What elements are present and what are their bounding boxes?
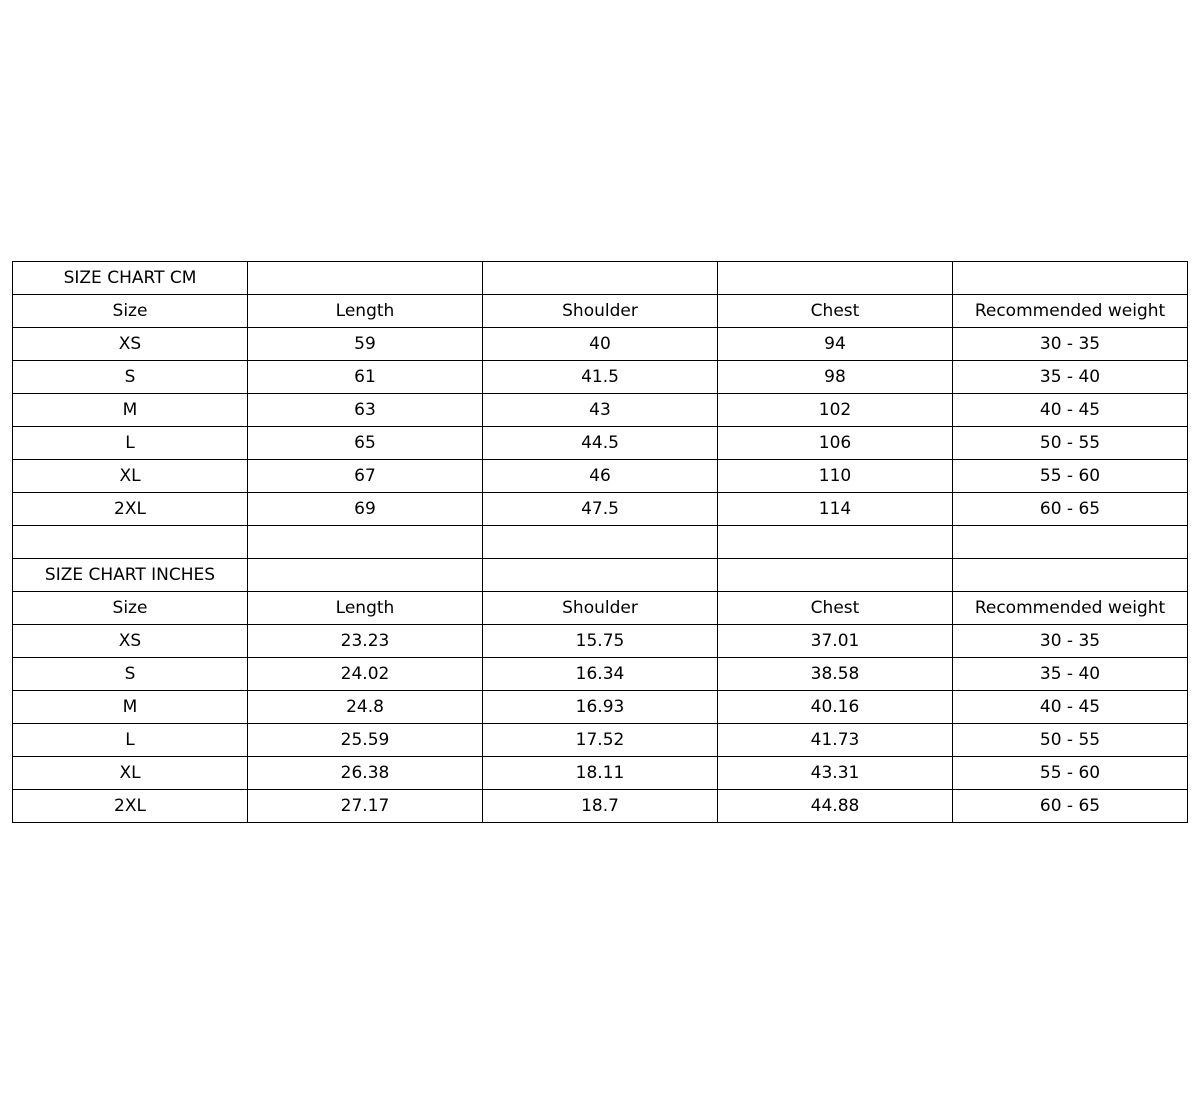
cell-size: XS bbox=[13, 328, 248, 361]
cell-chest: 110 bbox=[718, 460, 953, 493]
cell-recommended-weight: 50 - 55 bbox=[953, 427, 1188, 460]
cell-recommended-weight: 35 - 40 bbox=[953, 361, 1188, 394]
cell-size: M bbox=[13, 691, 248, 724]
cell-size: S bbox=[13, 361, 248, 394]
cell-recommended-weight: 55 - 60 bbox=[953, 757, 1188, 790]
inch-title-cell: SIZE CHART INCHES bbox=[13, 559, 248, 592]
table-row bbox=[13, 427, 1188, 460]
cell-shoulder: 18.7 bbox=[483, 790, 718, 823]
cell-size: L bbox=[13, 724, 248, 757]
empty-cell bbox=[483, 559, 718, 592]
cell-size: 2XL bbox=[13, 790, 248, 823]
cell-shoulder: 17.52 bbox=[483, 724, 718, 757]
table-row bbox=[13, 361, 1188, 394]
cell-shoulder: 43 bbox=[483, 394, 718, 427]
cell-length: 24.8 bbox=[248, 691, 483, 724]
cell-shoulder: 15.75 bbox=[483, 625, 718, 658]
cell-shoulder: 16.34 bbox=[483, 658, 718, 691]
cm-header-row bbox=[13, 295, 1188, 328]
cell-length: 65 bbox=[248, 427, 483, 460]
cell-chest: 41.73 bbox=[718, 724, 953, 757]
column-header-size: Size bbox=[13, 592, 248, 625]
cell-size: 2XL bbox=[13, 493, 248, 526]
cell-recommended-weight: 35 - 40 bbox=[953, 658, 1188, 691]
cell-recommended-weight: 60 - 65 bbox=[953, 493, 1188, 526]
cell-chest: 106 bbox=[718, 427, 953, 460]
spacer-row bbox=[13, 526, 1188, 559]
empty-cell bbox=[718, 262, 953, 295]
empty-cell bbox=[483, 262, 718, 295]
empty-cell bbox=[718, 526, 953, 559]
table-row bbox=[13, 460, 1188, 493]
table-row bbox=[13, 724, 1188, 757]
empty-cell bbox=[718, 559, 953, 592]
table-row bbox=[13, 394, 1188, 427]
table-row bbox=[13, 625, 1188, 658]
cell-recommended-weight: 30 - 35 bbox=[953, 328, 1188, 361]
cell-size: M bbox=[13, 394, 248, 427]
cell-length: 67 bbox=[248, 460, 483, 493]
column-header-shoulder: Shoulder bbox=[483, 592, 718, 625]
cell-size: XS bbox=[13, 625, 248, 658]
cell-recommended-weight: 30 - 35 bbox=[953, 625, 1188, 658]
cell-shoulder: 40 bbox=[483, 328, 718, 361]
empty-cell bbox=[483, 526, 718, 559]
cell-shoulder: 18.11 bbox=[483, 757, 718, 790]
cell-chest: 102 bbox=[718, 394, 953, 427]
column-header-shoulder: Shoulder bbox=[483, 295, 718, 328]
table-row bbox=[13, 493, 1188, 526]
cell-chest: 94 bbox=[718, 328, 953, 361]
cell-chest: 37.01 bbox=[718, 625, 953, 658]
empty-cell bbox=[953, 526, 1188, 559]
cell-length: 23.23 bbox=[248, 625, 483, 658]
cell-recommended-weight: 40 - 45 bbox=[953, 394, 1188, 427]
cell-recommended-weight: 55 - 60 bbox=[953, 460, 1188, 493]
cell-size: S bbox=[13, 658, 248, 691]
cell-shoulder: 16.93 bbox=[483, 691, 718, 724]
column-header-recommended-weight: Recommended weight bbox=[953, 592, 1188, 625]
column-header-length: Length bbox=[248, 295, 483, 328]
column-header-size: Size bbox=[13, 295, 248, 328]
cell-length: 24.02 bbox=[248, 658, 483, 691]
column-header-chest: Chest bbox=[718, 592, 953, 625]
cell-shoulder: 44.5 bbox=[483, 427, 718, 460]
cell-shoulder: 47.5 bbox=[483, 493, 718, 526]
inch-header-row bbox=[13, 592, 1188, 625]
cell-length: 61 bbox=[248, 361, 483, 394]
table-row bbox=[13, 757, 1188, 790]
cell-length: 26.38 bbox=[248, 757, 483, 790]
cell-length: 25.59 bbox=[248, 724, 483, 757]
cell-size: XL bbox=[13, 460, 248, 493]
cell-chest: 98 bbox=[718, 361, 953, 394]
cell-recommended-weight: 50 - 55 bbox=[953, 724, 1188, 757]
column-header-recommended-weight: Recommended weight bbox=[953, 295, 1188, 328]
table-row bbox=[13, 691, 1188, 724]
column-header-chest: Chest bbox=[718, 295, 953, 328]
empty-cell bbox=[13, 526, 248, 559]
column-header-length: Length bbox=[248, 592, 483, 625]
cell-size: L bbox=[13, 427, 248, 460]
empty-cell bbox=[248, 526, 483, 559]
cell-chest: 43.31 bbox=[718, 757, 953, 790]
cell-chest: 114 bbox=[718, 493, 953, 526]
cm-title-row bbox=[13, 262, 1188, 295]
table-row bbox=[13, 790, 1188, 823]
cell-length: 63 bbox=[248, 394, 483, 427]
empty-cell bbox=[248, 559, 483, 592]
empty-cell bbox=[248, 262, 483, 295]
table-row bbox=[13, 658, 1188, 691]
inch-title-row bbox=[13, 559, 1188, 592]
empty-cell bbox=[953, 262, 1188, 295]
cell-length: 69 bbox=[248, 493, 483, 526]
cell-length: 59 bbox=[248, 328, 483, 361]
empty-cell bbox=[953, 559, 1188, 592]
cell-length: 27.17 bbox=[248, 790, 483, 823]
cell-recommended-weight: 40 - 45 bbox=[953, 691, 1188, 724]
cell-chest: 38.58 bbox=[718, 658, 953, 691]
cell-chest: 44.88 bbox=[718, 790, 953, 823]
size-chart-table bbox=[12, 261, 1188, 823]
cell-shoulder: 41.5 bbox=[483, 361, 718, 394]
cm-title-cell: SIZE CHART CM bbox=[13, 262, 248, 295]
cell-shoulder: 46 bbox=[483, 460, 718, 493]
cell-chest: 40.16 bbox=[718, 691, 953, 724]
table-row bbox=[13, 328, 1188, 361]
cell-recommended-weight: 60 - 65 bbox=[953, 790, 1188, 823]
size-chart-body bbox=[13, 262, 1188, 823]
cell-size: XL bbox=[13, 757, 248, 790]
